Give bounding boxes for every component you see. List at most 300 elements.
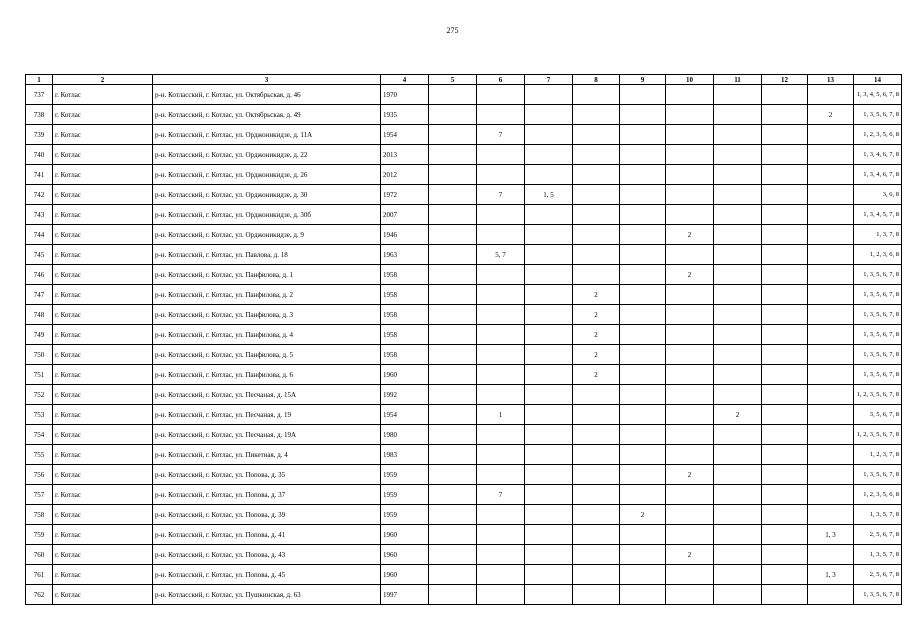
table-cell-col-7 (525, 385, 573, 405)
table-cell-col-14: 1, 3, 5, 6, 7, 8 (854, 265, 902, 285)
table-cell-col-5 (429, 105, 477, 125)
table-cell-col-3: р-н. Котласский, г. Котлас, ул. Орджоникидзе, д. 22 (153, 145, 381, 165)
table-cell-col-9 (620, 345, 666, 365)
table-cell-col-4: 1958 (381, 345, 429, 365)
table-cell-col-1: 742 (26, 185, 53, 205)
table-cell-col-11 (714, 85, 762, 105)
table-cell-col-11 (714, 285, 762, 305)
table-cell-col-3: р-н. Котласский, г. Котлас, ул. Орджоникидзе, д. 30б (153, 205, 381, 225)
table-cell-col-2: г. Котлас (53, 425, 153, 445)
table-cell-col-5 (429, 225, 477, 245)
table-cell-col-6 (477, 345, 525, 365)
table-row (26, 425, 902, 445)
table-cell-col-2: г. Котлас (53, 185, 153, 205)
table-cell-col-1: 760 (26, 545, 53, 565)
table-cell-col-5 (429, 85, 477, 105)
column-header: 11 (714, 75, 762, 85)
table-cell-col-8 (573, 425, 620, 445)
table-cell-col-9 (620, 165, 666, 185)
table-cell-col-7: 1, 5 (525, 185, 573, 205)
table-cell-col-10 (666, 145, 714, 165)
table-cell-col-7 (525, 125, 573, 145)
column-header: 13 (808, 75, 854, 85)
table-cell-col-11 (714, 365, 762, 385)
column-header: 2 (53, 75, 153, 85)
table-cell-col-2: г. Котлас (53, 345, 153, 365)
table-cell-col-9 (620, 445, 666, 465)
table-cell-col-10 (666, 505, 714, 525)
table-cell-col-13 (808, 225, 854, 245)
table-row (26, 145, 902, 165)
table-cell-col-6 (477, 365, 525, 385)
table-cell-col-6 (477, 145, 525, 165)
table-cell-col-1: 754 (26, 425, 53, 445)
table-cell-col-4: 1946 (381, 225, 429, 245)
table-cell-col-4: 1959 (381, 465, 429, 485)
table-cell-col-11 (714, 565, 762, 585)
table-cell-col-12 (762, 85, 808, 105)
table-cell-col-12 (762, 225, 808, 245)
table-cell-col-11 (714, 125, 762, 145)
register-table (25, 74, 902, 605)
table-cell-col-14: 1, 3, 5, 6, 7, 8 (854, 465, 902, 485)
table-cell-col-4: 1958 (381, 325, 429, 345)
table-cell-col-9 (620, 245, 666, 265)
table-cell-col-11 (714, 225, 762, 245)
table-cell-col-4: 1963 (381, 245, 429, 265)
table-cell-col-9 (620, 565, 666, 585)
table-cell-col-8 (573, 245, 620, 265)
table-cell-col-5 (429, 185, 477, 205)
column-header: 4 (381, 75, 429, 85)
table-cell-col-2: г. Котлас (53, 285, 153, 305)
table-cell-col-11: 2 (714, 405, 762, 425)
table-cell-col-9 (620, 305, 666, 325)
table-cell-col-9 (620, 85, 666, 105)
table-cell-col-12 (762, 185, 808, 205)
table-cell-col-6 (477, 585, 525, 605)
table-cell-col-8 (573, 445, 620, 465)
table-row (26, 445, 902, 465)
table-row (26, 505, 902, 525)
table-cell-col-11 (714, 305, 762, 325)
table-cell-col-4: 1997 (381, 585, 429, 605)
table-cell-col-9 (620, 125, 666, 145)
table-cell-col-13 (808, 165, 854, 185)
table-cell-col-1: 743 (26, 205, 53, 225)
table-cell-col-7 (525, 205, 573, 225)
table-cell-col-3: р-н. Котласский, г. Котлас, ул. Попова, д. 37 (153, 485, 381, 505)
table-cell-col-9 (620, 465, 666, 485)
column-header: 14 (854, 75, 902, 85)
table-row (26, 185, 902, 205)
table-cell-col-4: 1935 (381, 105, 429, 125)
table-cell-col-9: 2 (620, 505, 666, 525)
table-row (26, 545, 902, 565)
table-cell-col-10: 2 (666, 265, 714, 285)
table-cell-col-12 (762, 265, 808, 285)
table-cell-col-7 (525, 265, 573, 285)
table-cell-col-6 (477, 565, 525, 585)
table-cell-col-14: 1, 3, 4, 5, 6, 7, 8 (854, 85, 902, 105)
table-cell-col-1: 759 (26, 525, 53, 545)
table-cell-col-2: г. Котлас (53, 165, 153, 185)
table-cell-col-8 (573, 85, 620, 105)
table-cell-col-10 (666, 445, 714, 465)
table-cell-col-3: р-н. Котласский, г. Котлас, ул. Попова, д. 41 (153, 525, 381, 545)
table-cell-col-11 (714, 345, 762, 365)
table-cell-col-11 (714, 485, 762, 505)
table-cell-col-9 (620, 325, 666, 345)
table-cell-col-12 (762, 365, 808, 385)
table-cell-col-9 (620, 285, 666, 305)
table-cell-col-6: 7 (477, 185, 525, 205)
table-cell-col-1: 755 (26, 445, 53, 465)
table-cell-col-6: 1 (477, 405, 525, 425)
table-cell-col-10 (666, 245, 714, 265)
table-cell-col-2: г. Котлас (53, 505, 153, 525)
table-cell-col-2: г. Котлас (53, 245, 153, 265)
table-cell-col-1: 746 (26, 265, 53, 285)
table-cell-col-10 (666, 425, 714, 445)
table-cell-col-4: 1959 (381, 505, 429, 525)
table-cell-col-1: 749 (26, 325, 53, 345)
table-cell-col-6 (477, 325, 525, 345)
table-cell-col-3: р-н. Котласский, г. Котлас, ул. Песчаная, д. 15А (153, 385, 381, 405)
table-cell-col-8 (573, 465, 620, 485)
table-cell-col-4: 1972 (381, 185, 429, 205)
table-cell-col-5 (429, 565, 477, 585)
page-number: 275 (446, 26, 459, 35)
table-cell-col-7 (525, 325, 573, 345)
table-cell-col-9 (620, 185, 666, 205)
table-cell-col-14: 1, 3, 5, 6, 7, 8 (854, 305, 902, 325)
table-cell-col-3: р-н. Котласский, г. Котлас, ул. Песчаная, д. 19 (153, 405, 381, 425)
table-cell-col-5 (429, 125, 477, 145)
table-cell-col-7 (525, 365, 573, 385)
table-cell-col-4: 1983 (381, 445, 429, 465)
table-cell-col-14: 3, 6, 8 (854, 185, 902, 205)
table-cell-col-4: 1958 (381, 305, 429, 325)
column-header: 10 (666, 75, 714, 85)
table-cell-col-3: р-н. Котласский, г. Котлас, ул. Орджоникидзе, д. 9 (153, 225, 381, 245)
table-cell-col-6 (477, 425, 525, 445)
table-cell-col-13 (808, 425, 854, 445)
table-cell-col-13 (808, 145, 854, 165)
table-cell-col-7 (525, 225, 573, 245)
table-cell-col-9 (620, 385, 666, 405)
table-cell-col-2: г. Котлас (53, 225, 153, 245)
table-cell-col-5 (429, 325, 477, 345)
table-cell-col-4: 1992 (381, 385, 429, 405)
table-cell-col-1: 741 (26, 165, 53, 185)
table-cell-col-5 (429, 465, 477, 485)
table-cell-col-11 (714, 445, 762, 465)
table-row (26, 245, 902, 265)
table-cell-col-6: 5, 7 (477, 245, 525, 265)
table-cell-col-3: р-н. Котласский, г. Котлас, ул. Октябрьская, д. 49 (153, 105, 381, 125)
table-cell-col-8 (573, 525, 620, 545)
table-cell-col-12 (762, 485, 808, 505)
table-cell-col-8 (573, 565, 620, 585)
table-cell-col-13 (808, 205, 854, 225)
table-cell-col-13 (808, 465, 854, 485)
table-cell-col-9 (620, 225, 666, 245)
table-cell-col-11 (714, 165, 762, 185)
table-cell-col-3: р-н. Котласский, г. Котлас, ул. Панфилова, д. 3 (153, 305, 381, 325)
table-cell-col-14: 2, 5, 6, 7, 8 (854, 525, 902, 545)
table-cell-col-9 (620, 585, 666, 605)
column-header: 9 (620, 75, 666, 85)
table-cell-col-4: 1980 (381, 425, 429, 445)
table-cell-col-13: 1, 3 (808, 525, 854, 545)
table-cell-col-3: р-н. Котласский, г. Котлас, ул. Орджоникидзе, д. 26 (153, 165, 381, 185)
table-cell-col-1: 758 (26, 505, 53, 525)
table-cell-col-7 (525, 505, 573, 525)
table-cell-col-5 (429, 505, 477, 525)
table-cell-col-13: 2 (808, 105, 854, 125)
table-cell-col-12 (762, 505, 808, 525)
table-cell-col-7 (525, 345, 573, 365)
table-cell-col-7 (525, 305, 573, 325)
table-cell-col-11 (714, 385, 762, 405)
table-cell-col-14: 1, 3, 5, 6, 7, 8 (854, 585, 902, 605)
table-cell-col-2: г. Котлас (53, 205, 153, 225)
table-cell-col-6 (477, 265, 525, 285)
table-cell-col-9 (620, 425, 666, 445)
table-cell-col-13 (808, 85, 854, 105)
table-cell-col-12 (762, 405, 808, 425)
table-cell-col-14: 1, 2, 3, 5, 6, 7, 8 (854, 425, 902, 445)
table-body (26, 85, 902, 605)
table-cell-col-10 (666, 585, 714, 605)
table-cell-col-12 (762, 545, 808, 565)
table-cell-col-14: 1, 2, 3, 5, 6, 7, 8 (854, 385, 902, 405)
table-cell-col-3: р-н. Котласский, г. Котлас, ул. Павлова, д. 18 (153, 245, 381, 265)
table-cell-col-4: 1954 (381, 405, 429, 425)
table-cell-col-12 (762, 345, 808, 365)
table-cell-col-1: 738 (26, 105, 53, 125)
table-cell-col-12 (762, 285, 808, 305)
table-cell-col-14: 1, 3, 5, 6, 7, 8 (854, 365, 902, 385)
table-cell-col-9 (620, 205, 666, 225)
table-cell-col-14: 1, 3, 5, 6, 7, 8 (854, 105, 902, 125)
table-cell-col-7 (525, 585, 573, 605)
table-cell-col-2: г. Котлас (53, 565, 153, 585)
table-cell-col-8: 2 (573, 285, 620, 305)
table-cell-col-14: 2, 5, 6, 7, 8 (854, 565, 902, 585)
table-cell-col-3: р-н. Котласский, г. Котлас, ул. Орджоникидзе, д. 11А (153, 125, 381, 145)
table-cell-col-11 (714, 585, 762, 605)
table-cell-col-13 (808, 345, 854, 365)
table-row (26, 265, 902, 285)
table-cell-col-5 (429, 165, 477, 185)
table-cell-col-2: г. Котлас (53, 525, 153, 545)
table-cell-col-10 (666, 525, 714, 545)
table-cell-col-6 (477, 85, 525, 105)
table-cell-col-5 (429, 445, 477, 465)
table-cell-col-11 (714, 465, 762, 485)
table-row (26, 285, 902, 305)
table-cell-col-5 (429, 405, 477, 425)
table-cell-col-12 (762, 205, 808, 225)
table-cell-col-13 (808, 585, 854, 605)
table-cell-col-4: 1970 (381, 85, 429, 105)
table-cell-col-1: 745 (26, 245, 53, 265)
table-cell-col-6 (477, 465, 525, 485)
table-cell-col-14: 1, 3, 4, 6, 7, 8 (854, 165, 902, 185)
table-cell-col-3: р-н. Котласский, г. Котлас, ул. Панфилова, д. 4 (153, 325, 381, 345)
table-cell-col-6 (477, 285, 525, 305)
table-cell-col-8: 2 (573, 345, 620, 365)
table-cell-col-8 (573, 225, 620, 245)
table-row (26, 565, 902, 585)
table-cell-col-8 (573, 125, 620, 145)
table-cell-col-10 (666, 125, 714, 145)
table-cell-col-11 (714, 505, 762, 525)
table-cell-col-10 (666, 85, 714, 105)
table-cell-col-10 (666, 405, 714, 425)
table-cell-col-13 (808, 485, 854, 505)
table-cell-col-1: 737 (26, 85, 53, 105)
table-cell-col-7 (525, 405, 573, 425)
table-cell-col-10 (666, 185, 714, 205)
table-cell-col-4: 1959 (381, 485, 429, 505)
table-cell-col-6: 7 (477, 125, 525, 145)
table-cell-col-12 (762, 585, 808, 605)
table-cell-col-7 (525, 245, 573, 265)
table-cell-col-12 (762, 125, 808, 145)
table-cell-col-9 (620, 265, 666, 285)
table-cell-col-10 (666, 385, 714, 405)
table-cell-col-8 (573, 585, 620, 605)
table-cell-col-2: г. Котлас (53, 145, 153, 165)
table-cell-col-5 (429, 385, 477, 405)
table-cell-col-8 (573, 185, 620, 205)
table-cell-col-4: 1958 (381, 265, 429, 285)
table-cell-col-4: 1960 (381, 365, 429, 385)
table-cell-col-8 (573, 105, 620, 125)
table-cell-col-8 (573, 205, 620, 225)
table-cell-col-11 (714, 105, 762, 125)
table-cell-col-7 (525, 485, 573, 505)
table-cell-col-4: 2007 (381, 205, 429, 225)
table-cell-col-7 (525, 165, 573, 185)
table-cell-col-12 (762, 385, 808, 405)
table-cell-col-1: 752 (26, 385, 53, 405)
table-cell-col-3: р-н. Котласский, г. Котлас, ул. Орджоникидзе, д. 30 (153, 185, 381, 205)
table-cell-col-12 (762, 105, 808, 125)
table-cell-col-4: 1958 (381, 285, 429, 305)
table-cell-col-8 (573, 405, 620, 425)
table-cell-col-8 (573, 505, 620, 525)
table-cell-col-1: 747 (26, 285, 53, 305)
table-cell-col-1: 753 (26, 405, 53, 425)
column-header: 3 (153, 75, 381, 85)
table-cell-col-3: р-н. Котласский, г. Котлас, ул. Попова, д. 39 (153, 505, 381, 525)
table-cell-col-11 (714, 265, 762, 285)
table-cell-col-1: 739 (26, 125, 53, 145)
table-row (26, 85, 902, 105)
table-cell-col-4: 1954 (381, 125, 429, 145)
table-cell-col-5 (429, 365, 477, 385)
table-cell-col-6 (477, 545, 525, 565)
table-cell-col-1: 751 (26, 365, 53, 385)
table-cell-col-3: р-н. Котласский, г. Котлас, ул. Попова, д. 35 (153, 465, 381, 485)
table-cell-col-13: 1, 3 (808, 565, 854, 585)
table-cell-col-9 (620, 145, 666, 165)
table-cell-col-13 (808, 185, 854, 205)
table-cell-col-14: 1, 3, 5, 7, 8 (854, 545, 902, 565)
table-cell-col-1: 748 (26, 305, 53, 325)
table-cell-col-14: 1, 3, 4, 6, 7, 8 (854, 145, 902, 165)
table-cell-col-2: г. Котлас (53, 105, 153, 125)
table-cell-col-14: 1, 3, 4, 5, 7, 8 (854, 205, 902, 225)
table-cell-col-12 (762, 525, 808, 545)
table-cell-col-8: 2 (573, 305, 620, 325)
table-cell-col-14: 1, 3, 5, 6, 7, 8 (854, 345, 902, 365)
table-cell-col-7 (525, 465, 573, 485)
table-cell-col-12 (762, 245, 808, 265)
table-cell-col-3: р-н. Котласский, г. Котлас, ул. Попова, д. 43 (153, 545, 381, 565)
table-cell-col-13 (808, 245, 854, 265)
table-cell-col-6 (477, 505, 525, 525)
table-cell-col-9 (620, 485, 666, 505)
table-cell-col-4: 1960 (381, 525, 429, 545)
table-cell-col-1: 744 (26, 225, 53, 245)
table-cell-col-13 (808, 305, 854, 325)
table-cell-col-14: 3, 5, 6, 7, 8 (854, 405, 902, 425)
table-cell-col-5 (429, 145, 477, 165)
table-cell-col-11 (714, 185, 762, 205)
table-cell-col-12 (762, 305, 808, 325)
table-cell-col-13 (808, 385, 854, 405)
table-cell-col-7 (525, 285, 573, 305)
table-cell-col-14: 1, 2, 3, 7, 8 (854, 445, 902, 465)
table-row (26, 305, 902, 325)
table-row (26, 385, 902, 405)
table-cell-col-5 (429, 245, 477, 265)
table-cell-col-6 (477, 105, 525, 125)
table-cell-col-10 (666, 365, 714, 385)
table-cell-col-3: р-н. Котласский, г. Котлас, ул. Панфилова, д. 6 (153, 365, 381, 385)
table-cell-col-2: г. Котлас (53, 445, 153, 465)
column-header: 8 (573, 75, 620, 85)
table-cell-col-6 (477, 165, 525, 185)
table-cell-col-7 (525, 85, 573, 105)
column-header: 7 (525, 75, 573, 85)
table-cell-col-13 (808, 365, 854, 385)
table-cell-col-14: 1, 2, 3, 5, 6, 8 (854, 485, 902, 505)
table-cell-col-2: г. Котлас (53, 585, 153, 605)
table-cell-col-5 (429, 485, 477, 505)
table-cell-col-7 (525, 525, 573, 545)
table-cell-col-12 (762, 145, 808, 165)
table-cell-col-5 (429, 205, 477, 225)
table-cell-col-10 (666, 165, 714, 185)
table-cell-col-10 (666, 325, 714, 345)
table-row (26, 105, 902, 125)
table-cell-col-10: 2 (666, 545, 714, 565)
table-cell-col-3: р-н. Котласский, г. Котлас, ул. Панфилова, д. 2 (153, 285, 381, 305)
table-cell-col-9 (620, 405, 666, 425)
table-cell-col-13 (808, 265, 854, 285)
table-cell-col-7 (525, 545, 573, 565)
table-cell-col-2: г. Котлас (53, 385, 153, 405)
table-cell-col-2: г. Котлас (53, 265, 153, 285)
column-header: 1 (26, 75, 53, 85)
table-cell-col-10 (666, 285, 714, 305)
